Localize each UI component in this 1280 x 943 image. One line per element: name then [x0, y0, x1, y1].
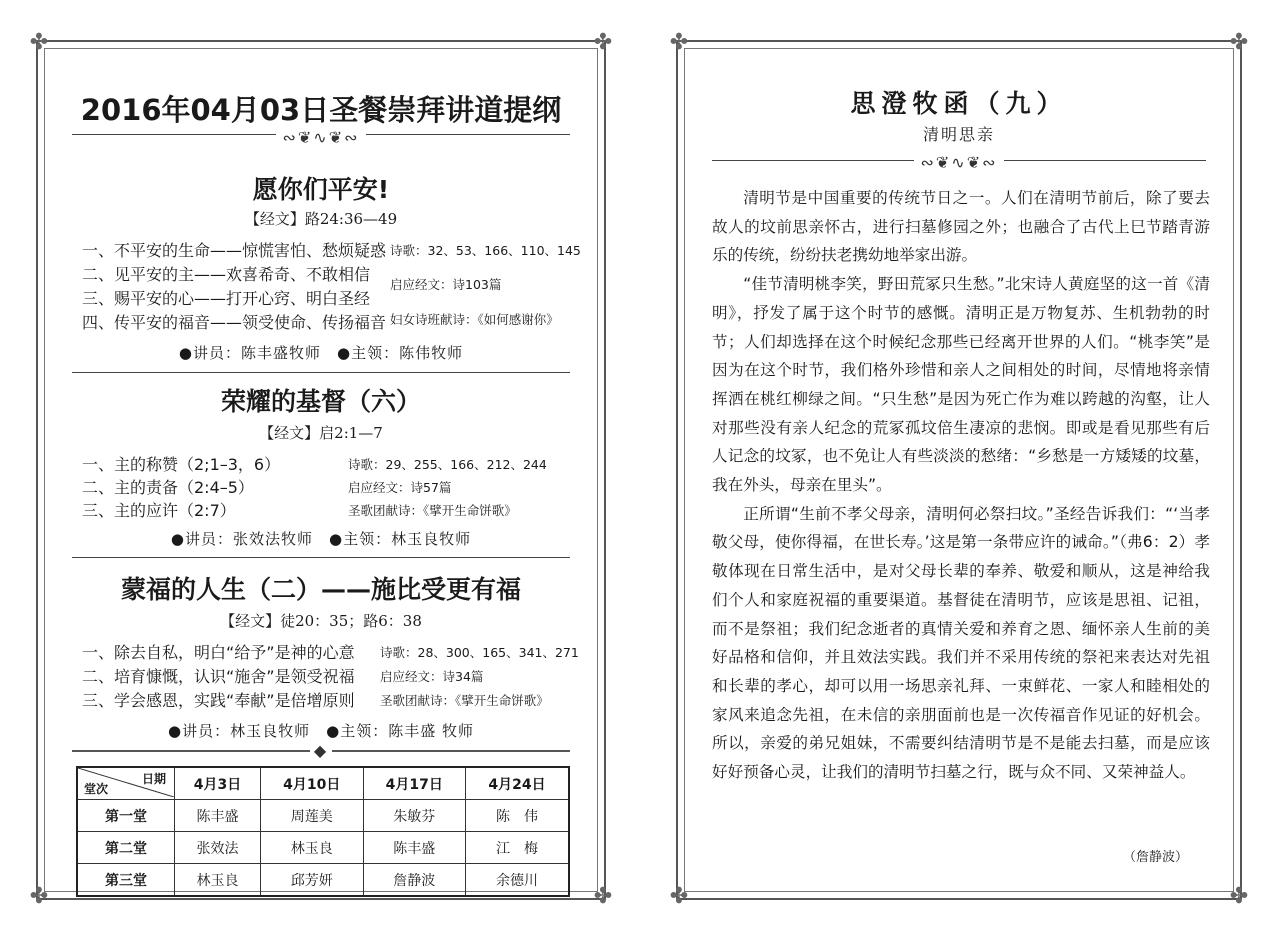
date-header: 4月17日 — [363, 767, 466, 800]
hymn-info: 诗歌：32、53、166、110、145 — [390, 243, 581, 258]
table-cell: 邱芳妍 — [260, 864, 363, 897]
flourish-icon: ∾❦∿❦∾ — [678, 153, 1240, 172]
paragraph: 清明节是中国重要的传统节日之一。人们在清明节前后，除了要去故人的坟前思亲怀古，进行扫墓修园之外；也融合了古代上巳节踏青游乐的传统，纷纷扶老携幼地举家出游。 — [712, 189, 1210, 265]
table-cell: 余德川 — [466, 864, 569, 897]
hymn-info: 启应经文：诗103篇 — [390, 277, 502, 292]
letter-subtitle: 清明思亲 — [922, 125, 995, 144]
date-header: 4月3日 — [175, 767, 261, 800]
table-corner-cell — [77, 767, 175, 800]
author-signature: （詹静波） — [1122, 850, 1188, 865]
sermon-point: 二、见平安的主——欢喜希奇、不敢相信 — [82, 265, 371, 284]
corner-ornament-icon: ✤ — [29, 884, 49, 909]
table-cell: 江 梅 — [466, 832, 569, 864]
corner-ornament-icon: ✤ — [1229, 884, 1249, 909]
sermon-scripture: 【经文】徒20：35；路6：38 — [220, 612, 422, 630]
diamond-ornament-icon: ◆ — [38, 741, 604, 760]
table-cell: 陈丰盛 — [175, 800, 261, 832]
table-row — [77, 832, 569, 864]
table-cell: 林玉良 — [260, 832, 363, 864]
table-cell: 陈丰盛 — [363, 832, 466, 864]
right-page — [669, 30, 1249, 909]
hymn-info: 诗歌：28、300、165、341、271 — [380, 645, 579, 660]
hymn-info: 启应经文：诗57篇 — [348, 480, 452, 495]
sermon-point: 三、赐平安的心——打开心窍、明白圣经 — [82, 289, 371, 308]
sermon-scripture: 【经文】路24:36—49 — [244, 210, 398, 228]
sermon-point: 一、主的称赞（2;1–3，6） — [82, 455, 281, 474]
service-label: 第二堂 — [77, 832, 175, 864]
left-page — [29, 30, 613, 909]
sermon-point: 一、除去自私，明白“给予”是神的心意 — [82, 643, 355, 662]
hymn-info: 诗歌：29、255、166、212、244 — [348, 457, 547, 472]
corner-label-service: 堂次 — [84, 782, 109, 796]
paragraph: 正所谓“生前不孝父母亲，清明何必祭扫坟。”圣经告诉我们：“‘当孝敬父母，使你得福，在世长寿。’这是第一条带应许的诫命。”（弗6：2）孝敬体现在日常生活中，是对父母长辈的奉养、敬爱和顺从，这是神给我们个人和家庭祝福的重要渠道。基督徒在清明节，应该是思祖、记祖，而不是祭祖；我们纪念逝者的真情关爱和养育之恩、缅怀亲人生前的美好品格和信仰，并且效法实践。我们并不采用传统的祭祀来表达对先祖和长辈的孝心，却可以用一场思亲礼拜、一束鲜花、一家人和睦相处的家风来追念先祖，在未信的亲朋面前也是一次传福音作见证的好机会。所以，亲爱的弟兄姐妹，不需要纠结清明节是不是能去扫墓，而是应该好好预备心灵，让我们的清明节扫墓之行，既与众不同、又荣神益人。 — [712, 504, 1210, 782]
sermon-point: 二、培育慷慨，认识“施舍”是领受祝福 — [82, 667, 355, 686]
corner-label-date: 日期 — [141, 772, 166, 786]
hymn-info: 妇女诗班献诗：《如何感谢你》 — [390, 312, 559, 327]
hymn-info: 圣歌团献诗：《擘开生命饼歌》 — [348, 503, 517, 518]
table-row — [77, 800, 569, 832]
schedule-table — [76, 766, 570, 897]
sermon-scripture: 【经文】启2:1—7 — [259, 424, 383, 442]
date-header: 4月10日 — [260, 767, 363, 800]
table-cell: 陈 伟 — [466, 800, 569, 832]
page-title: 2016年04月03日圣餐崇拜讲道提纲 — [80, 93, 562, 127]
sermon-point: 二、主的责备（2:4–5） — [82, 478, 254, 497]
sermon-heading: 愿你们平安! — [252, 175, 390, 204]
table-header-row — [77, 767, 569, 800]
table-cell: 朱敏芬 — [363, 800, 466, 832]
sermon-point: 四、传平安的福音——领受使命、传扬福音 — [82, 313, 387, 332]
corner-ornament-icon: ✤ — [593, 884, 613, 909]
corner-ornament-icon: ✤ — [29, 30, 49, 55]
table-row — [77, 864, 569, 897]
paragraph: “佳节清明桃李笑，野田荒冢只生愁。”北宋诗人黄庭坚的这一首《清明》，抒发了属于这个时节的感慨。清明正是万物复苏、生机勃勃的时节；人们却选择在这个时候纪念那些已经离开世界的人们。“桃李笑”是因为在这个时节，我们格外珍惜和亲人之间相处的时间，尽情地将亲情挥洒在桃红柳绿之间。“只生愁”是因为死亡作为难以跨越的沟壑，让人对那些没有亲人纪念的荒冢孤坟倍生凄凉的悲悯。即或是看见那些有后人记念的坟冢，也不免让人有些淡淡的愁绪：“乡愁是一方矮矮的坟墓，我在外头，母亲在里头”。 — [712, 275, 1210, 495]
service-label: 第三堂 — [77, 864, 175, 897]
sermon-point: 三、学会感恩，实践“奉献”是倍增原则 — [82, 691, 355, 710]
flourish-icon: ∾❦∿❦∾ — [38, 128, 604, 147]
hymn-info: 圣歌团献诗：《擘开生命饼歌》 — [380, 693, 549, 708]
table-cell: 张效法 — [175, 832, 261, 864]
table-cell: 周莲美 — [260, 800, 363, 832]
corner-ornament-icon: ✤ — [593, 30, 613, 55]
divider — [72, 557, 570, 558]
sermon-point: 一、不平安的生命——惊慌害怕、愁烦疑惑 — [82, 241, 387, 260]
hymn-info: 启应经文：诗34篇 — [380, 669, 484, 684]
speaker-credit: ●讲员：陈丰盛牧师 ●主领：陈伟牧师 — [178, 344, 464, 362]
sermon-heading: 蒙福的人生（二）——施比受更有福 — [120, 575, 521, 604]
table-cell: 林玉良 — [175, 864, 261, 897]
speaker-credit: ●讲员：张效法牧师 ●主领：林玉良牧师 — [170, 530, 472, 548]
corner-ornament-icon: ✤ — [1229, 30, 1249, 55]
service-label: 第一堂 — [77, 800, 175, 832]
sermon-point: 三、主的应许（2:7） — [82, 501, 236, 520]
date-header: 4月24日 — [466, 767, 569, 800]
letter-body — [712, 184, 1210, 787]
speaker-credit: ●讲员：林玉良牧师 ●主领：陈丰盛 牧师 — [168, 722, 474, 740]
corner-ornament-icon: ✤ — [669, 884, 689, 909]
letter-title: 思澄牧函（九） — [850, 89, 1068, 118]
sermon-heading: 荣耀的基督（六） — [220, 387, 421, 416]
table-cell: 詹静波 — [363, 864, 466, 897]
divider — [72, 372, 570, 373]
corner-ornament-icon: ✤ — [669, 30, 689, 55]
